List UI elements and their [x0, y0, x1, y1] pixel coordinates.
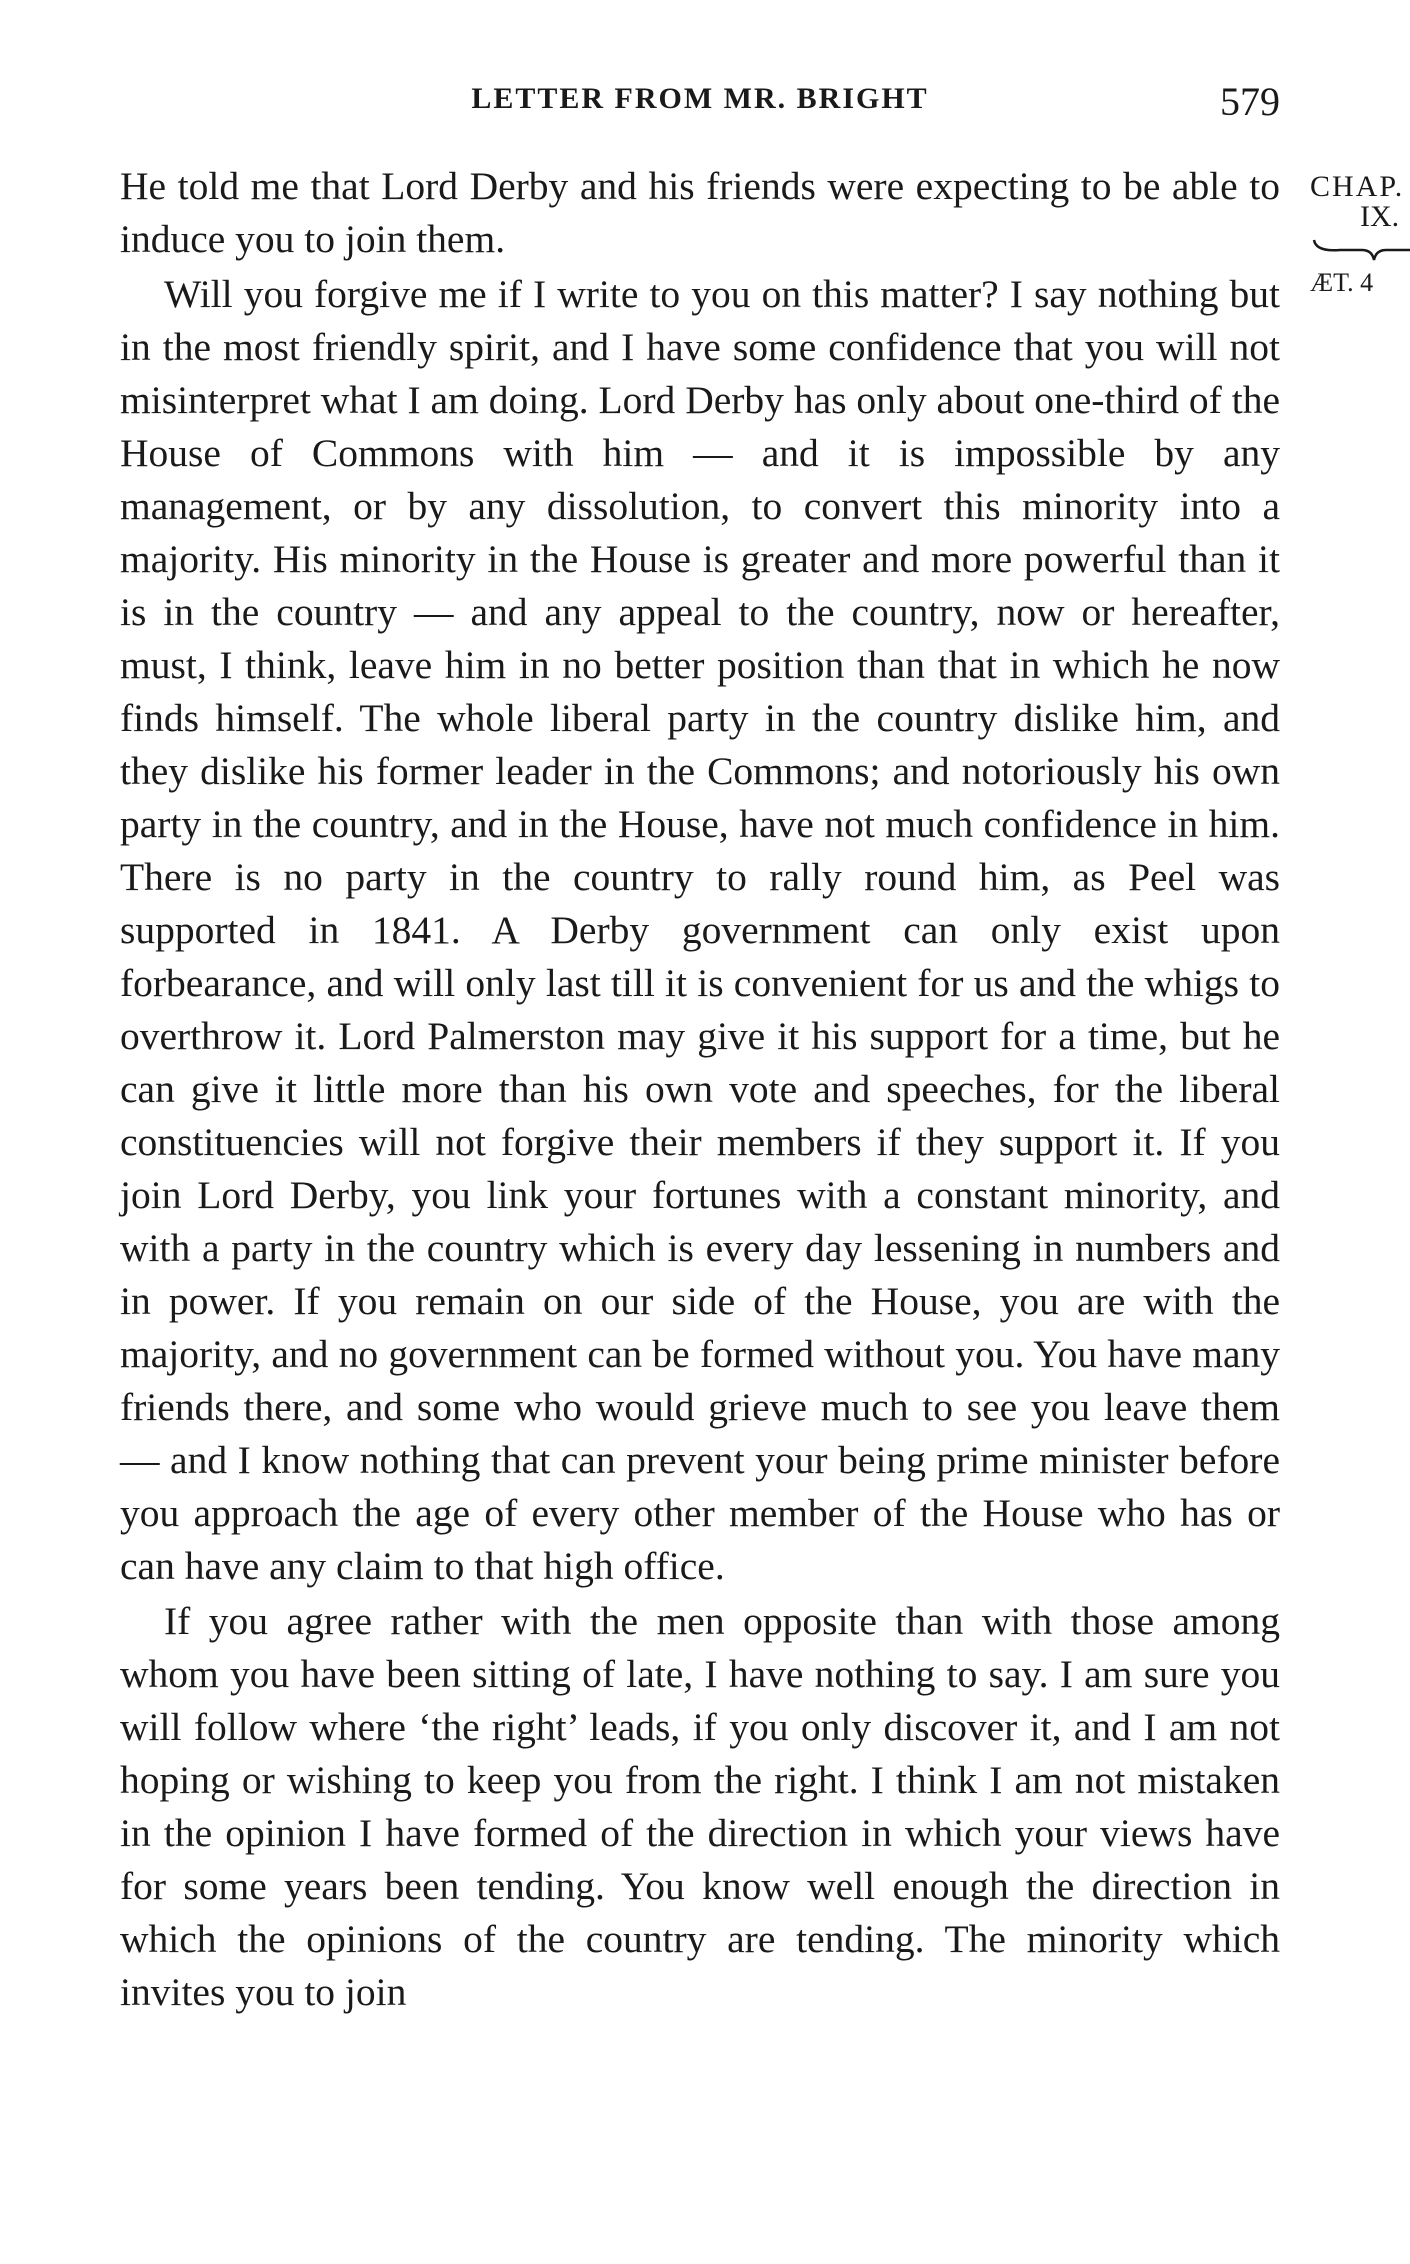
paragraph-2: Will you forgive me if I write to you on this matter? I say nothing but in the most friendly spirit, and I have some confidence that you will not misinterpret what I am doing. Lord Derby has only about one-third of the House of Commons with him — and it is impossible by any management, or by any dissolution, to convert this minority into a majority. His minority in the House is greater and more powerful than it is in the country — and any appeal to the country, now or hereafter, must, I think, leave him in no better position than that in which he now finds himself. The whole liberal party in the country dislike him, and they dislike his former leader in the Commons; and notoriously his own party in the country, and in the House, have not much confidence in him. There is no party in the country to rally round him, as Peel was supported in 1841. A Derby government can only exist upon forbearance, and will only last till it is convenient for us and the whigs to overthrow it. Lord Palmerston may give it his support for a time, but he can give it little more than his own vote and speeches, for the liberal constituencies will not forgive their members if they support it. If you join Lord Derby, you link your fortunes with a constant minority, and with a party in the country which is every day lessening in numbers and in power. If you remain on our side of the House, you are with the majority, and no government can be formed without you. You have many friends there, and some who would grieve much to see you leave them — and I know nothing that can prevent your being prime minister before you approach the age of every other member of the House who has or can have any claim to that high office.: [120, 272, 1280, 1588]
paragraph-1: He told me that Lord Derby and his friends were expecting to be able to induce you to join them.: [120, 164, 1280, 261]
running-title: LETTER FROM MR. BRIGHT: [471, 82, 929, 115]
margin-note-chapter: CHAP.: [1310, 170, 1405, 203]
paragraph-3: If you agree rather with the men opposite than with those among whom you have been sitting of late, I have nothing to say. I am sure you will follow where ‘the right’ leads, if you only discover it, and I am not hoping or wishing to keep you from the right. I think I am not mistaken in the opinion I have formed of the direction in which your views have for some years been tending. You know well enough the direction in which the opinions of the country are tending. The minority which invites you to join: [120, 1599, 1280, 2014]
margin-note-chapter-number: IX.: [1360, 200, 1400, 233]
margin-brace-icon: [1310, 236, 1410, 264]
margin-note-aet: ÆT. 4: [1310, 268, 1374, 297]
page-number: 579: [1220, 79, 1280, 124]
margin-note: [1310, 168, 1410, 302]
page-header: [120, 79, 1280, 132]
letter-body: [120, 160, 1280, 2019]
